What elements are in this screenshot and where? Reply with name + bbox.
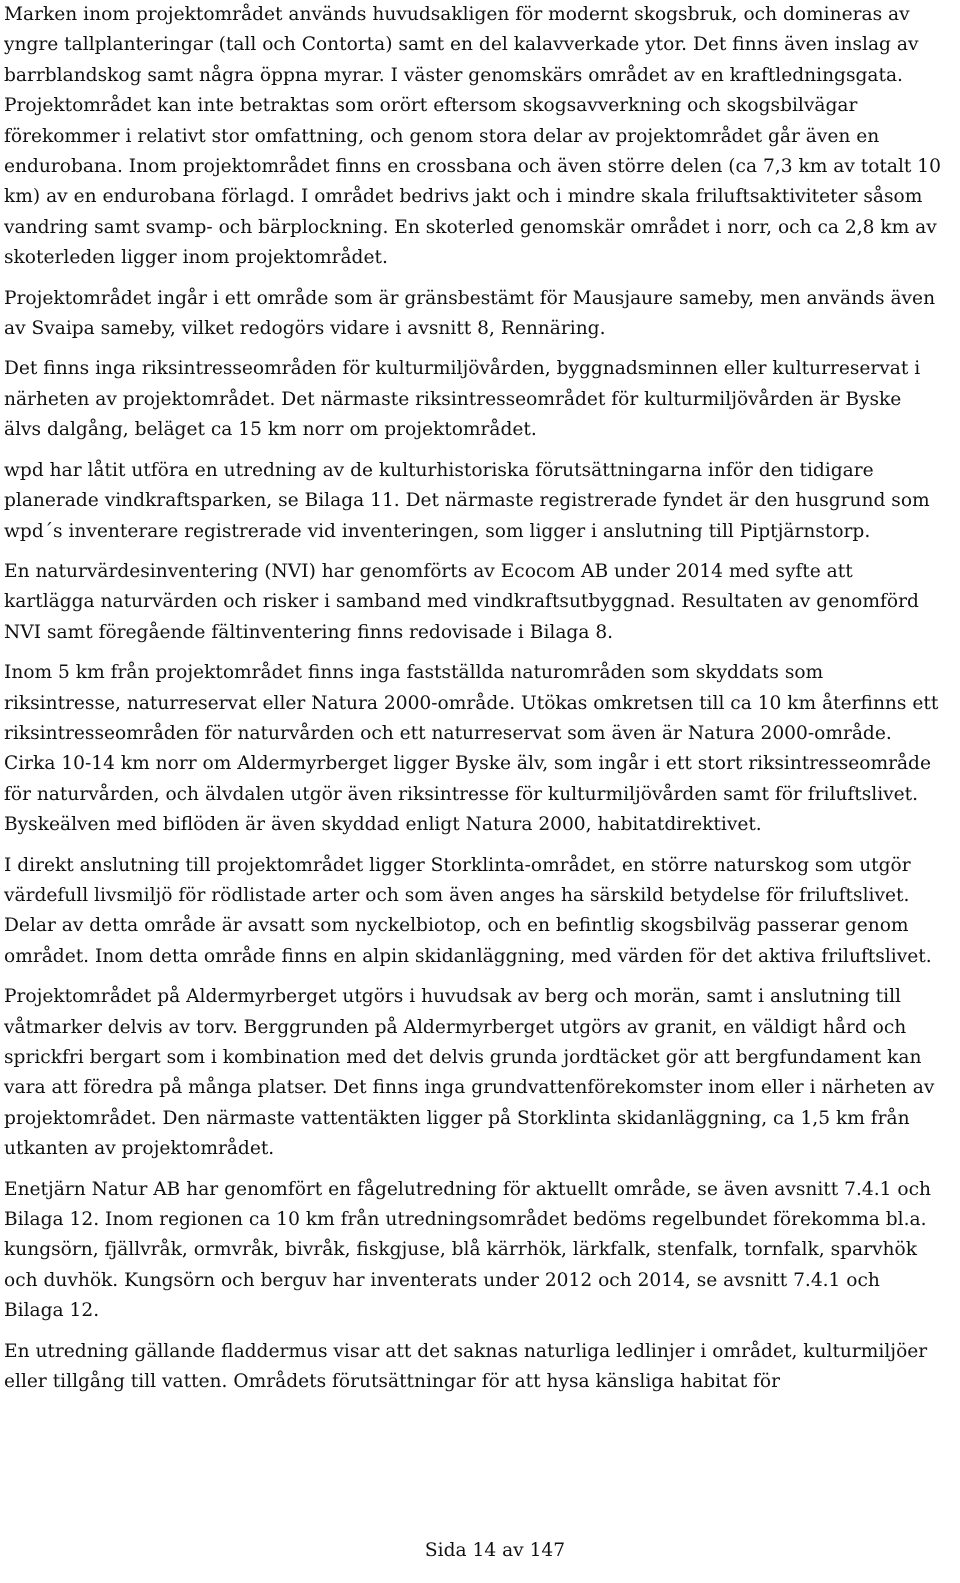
paragraph-birds: Enetjärn Natur AB har genomfört en fågelutredning för aktuellt område, se även avsnitt 7.4.1 och Bilaga 12. Inom regionen ca 10 km från utredningsområdet bedöms regelbundet förekomma bl.a. kungsörn, fjällvråk, ormvråk, bivråk, fiskgjuse, blå kärrhök, lärkfalk, stenfalk, tornfalk, sparvhök och duvhök. Kungsörn och berguv har inventerats under 2012 och 2014, se avsnitt 7.4.1 och Bilaga 12. — [4, 1178, 931, 1322]
page-number: Sida 14 av 147 — [424, 1540, 566, 1561]
paragraph-geology: Projektområdet på Aldermyrberget utgörs i huvudsak av berg och morän, samt i anslutning till våtmarker delvis av torv. Berggrunden på Aldermyrberget utgörs av granit, en väldigt hård och sprickfri bergart som i kombination med det delvis grunda jordtäcket gör att bergfundament kan vara att föredra på många platser. Det finns inga grundvattenförekomster inom eller i närheten av projektområdet. Den närmaste vattentäkten ligger på Storklinta skidanläggning, ca 1,5 km från utkanten av projektområdet. — [4, 986, 935, 1160]
paragraph-land-use: Marken inom projektområdet används huvudsakligen för modernt skogsbruk, och domineras av yngre tallplanteringar (tall och Contorta) samt en del kalavverkade ytor. Det finns även inslag av barrblandskog samt några öppna myrar. I väster genomskärs området av en kraftledningsgata. Projektområdet kan inte betraktas som orört eftersom skogsavverkning och skogsbilvägar förekommer i relativt stor omfattning, och genom stora delar av projektområdet går även en endurobana. Inom projektområdet finns en crossbana och även större delen (ca 7,3 km av totalt 10 km) av en endurobana förlagd. I området bedrivs jakt och i mindre skala friluftsaktiviteter såsom vandring samt svamp- och bärplockning. En skoterled genomskär området i norr, och ca 2,8 km av skoterleden ligger inom projektområdet. — [4, 4, 941, 269]
page-footer — [0, 1540, 960, 1561]
paragraph-cultural-survey: wpd har låtit utföra en utredning av de kulturhistoriska förutsättningarna inför den tidigare planerade vindkraftsparken, se Bilaga 11. Det närmaste registrerade fyndet är den husgrund som wpd´s inventerare registrerade vid inventeringen, som ligger i anslutning till Piptjärnstorp. — [4, 459, 930, 542]
paragraph-protected-areas: Inom 5 km från projektområdet finns inga fastställda naturområden som skyddats som riksintresse, naturreservat eller Natura 2000-område. Utökas omkretsen till ca 10 km återfinns ett riksintresseområden för naturvården och ett naturreservat som även är Natura 2000-område. Cirka 10-14 km norr om Aldermyrberget ligger Byske älv, som ingår i ett stort riksintresseområde för naturvården, och älvdalen utgör även riksintresse för kulturmiljövården samt för friluftslivet. Byskeälven med biflöden är även skyddad enligt Natura 2000, habitatdirektivet. — [4, 662, 939, 836]
paragraph-cultural-heritage: Det finns inga riksintresseområden för kulturmiljövården, byggnadsminnen eller kulturreservat i närheten av projektområdet. Det närmaste riksintresseområdet för kulturmiljövården är Byske älvs dalgång, beläget ca 15 km norr om projektområdet. — [4, 358, 921, 441]
paragraph-bats: En utredning gällande fladdermus visar att det saknas naturliga ledlinjer i området, kulturmiljöer eller tillgång till vatten. Områdets förutsättningar för att hysa känsliga habitat för — [4, 1340, 928, 1393]
paragraph-storklinta: I direkt anslutning till projektområdet ligger Storklinta-området, en större naturskog som utgör värdefull livsmiljö för rödlistade arter och som även anges ha särskild betydelse för friluftslivet. Delar av detta område är avsatt som nyckelbiotop, och en befintlig skogsbilväg passerar genom området. Inom detta område finns en alpin skidanläggning, med värden för det aktiva friluftslivet. — [4, 854, 932, 967]
paragraph-nature-inventory: En naturvärdesinventering (NVI) har genomförts av Ecocom AB under 2014 med syfte att kartlägga naturvärden och risker i samband med vindkraftsutbyggnad. Resultaten av genomförd NVI samt föregående fältinventering finns redovisade i Bilaga 8. — [4, 560, 919, 643]
paragraph-reindeer-husbandry: Projektområdet ingår i ett område som är gränsbestämt för Mausjaure sameby, men används även av Svaipa sameby, vilket redogörs vidare i avsnitt 8, Rennäring. — [4, 287, 936, 340]
